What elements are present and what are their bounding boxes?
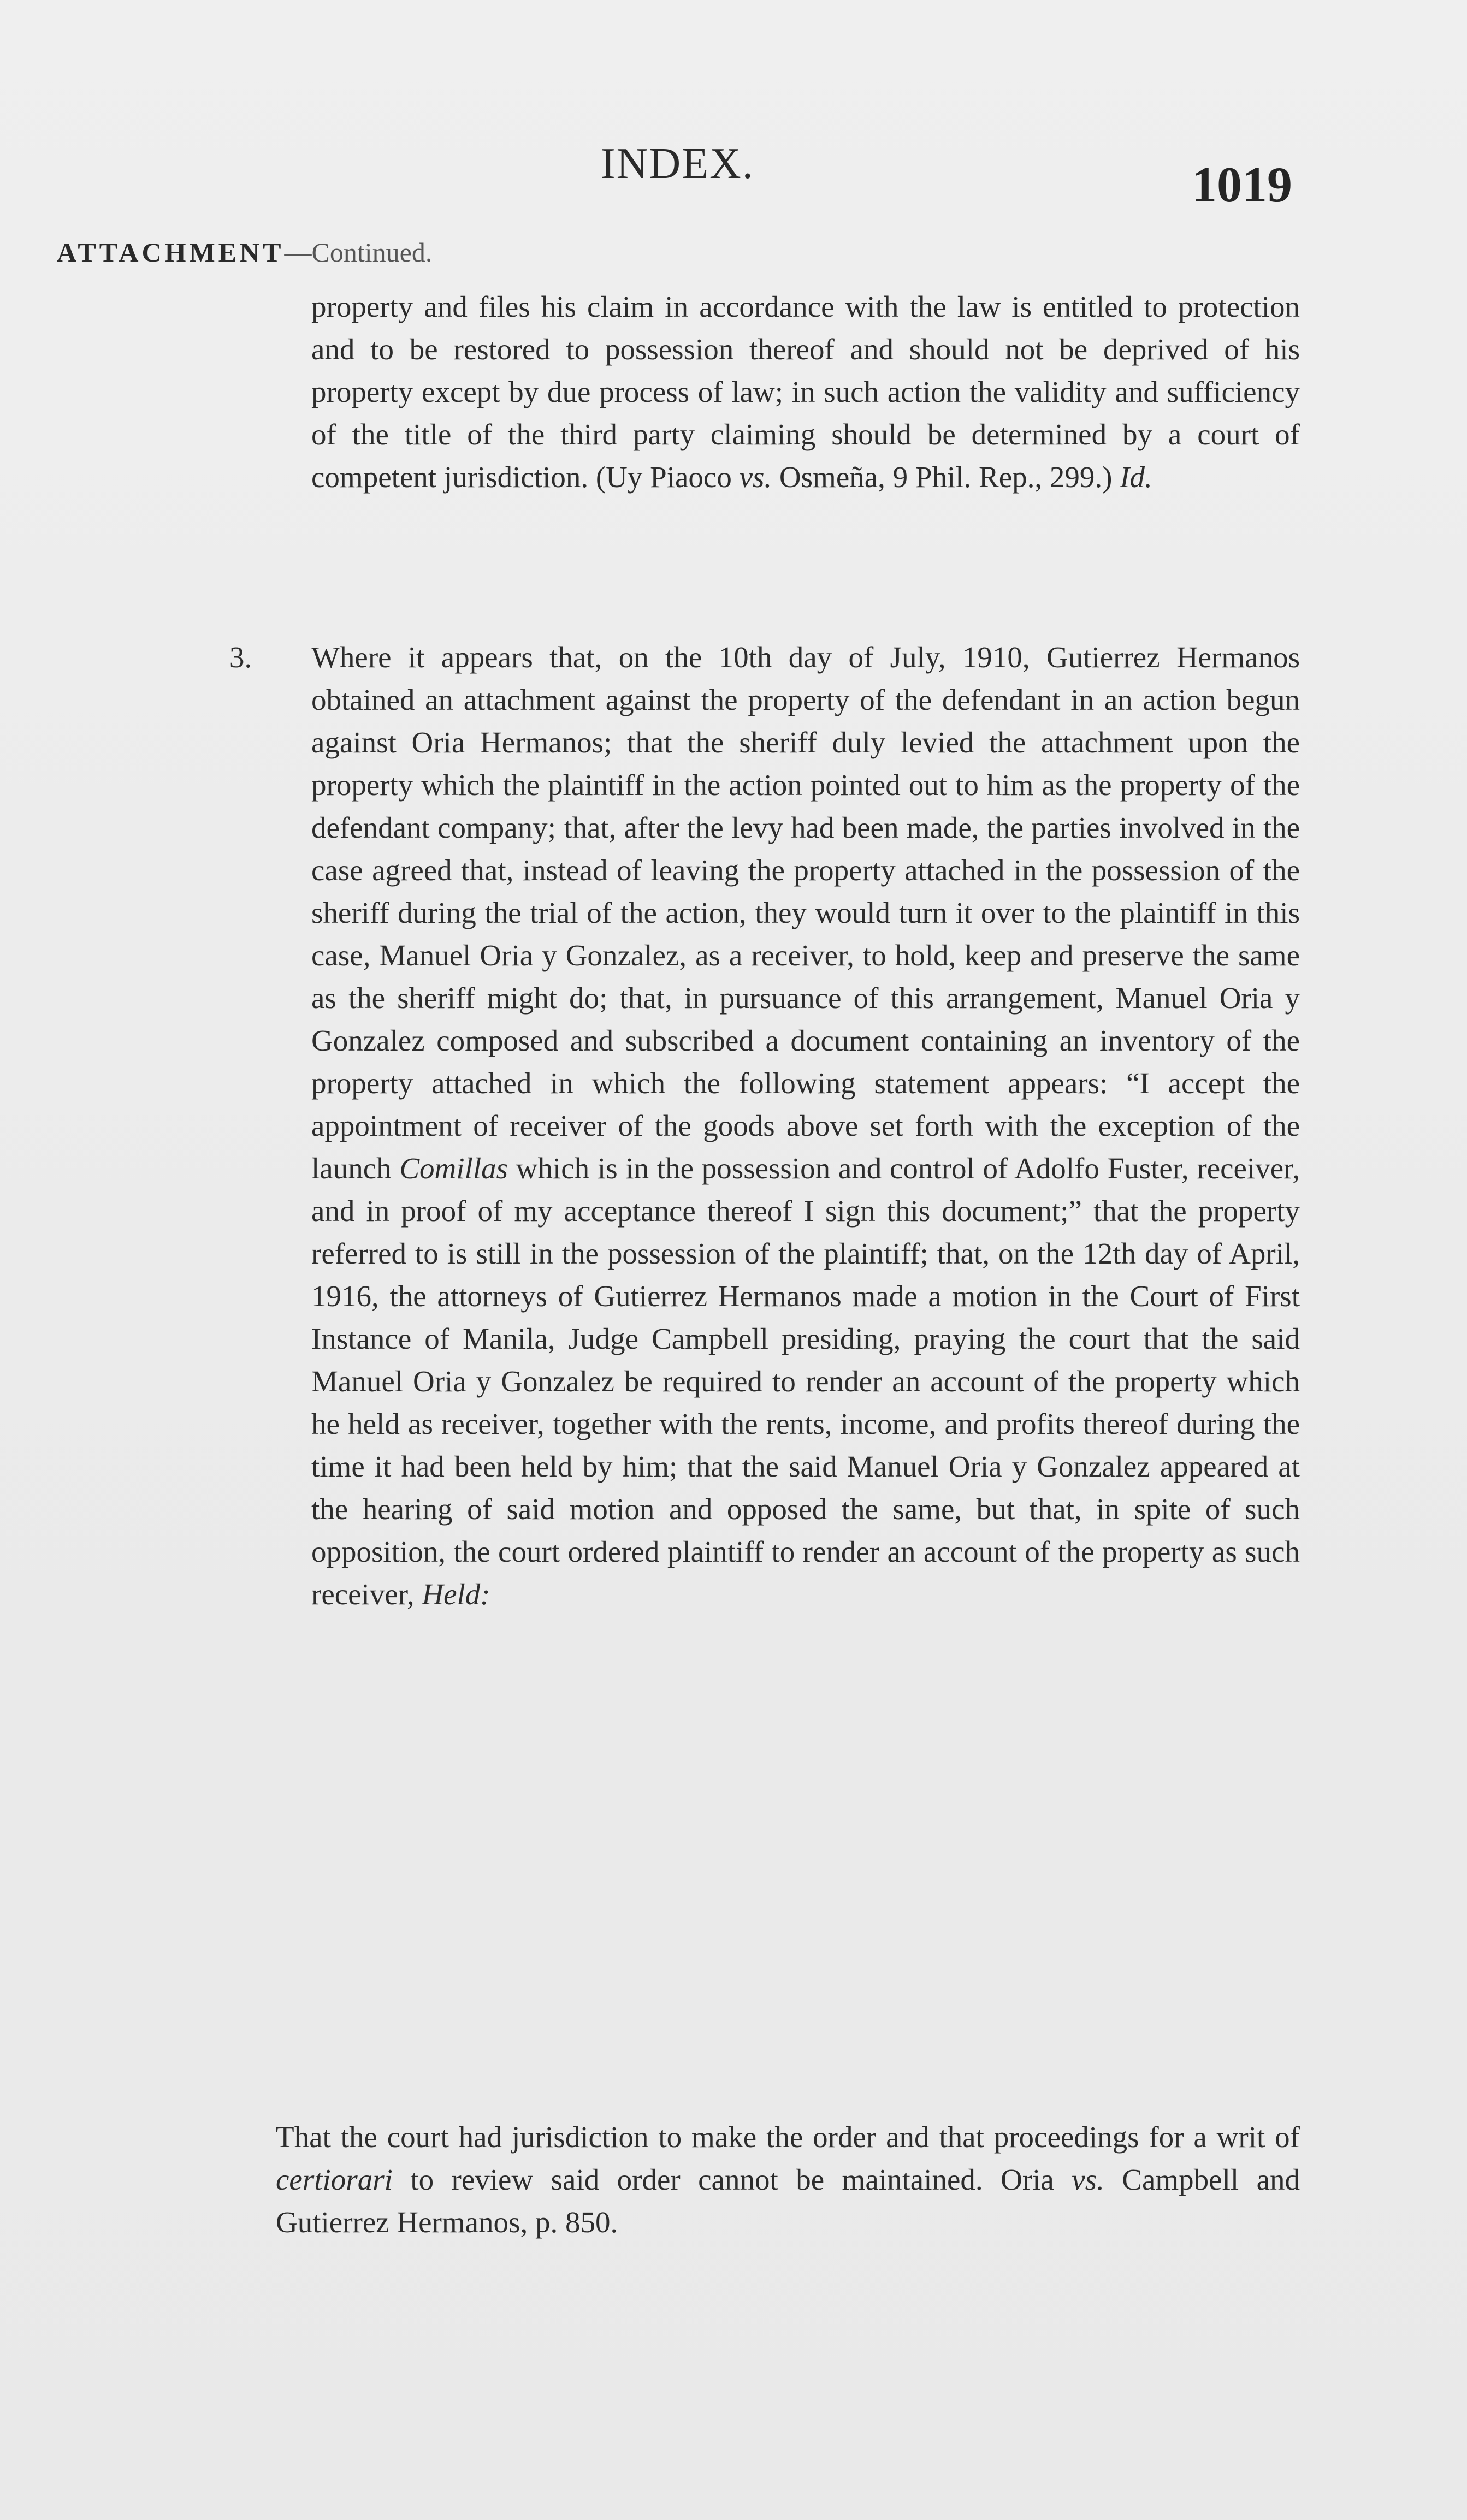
holding-text-part1: That the court had jurisdiction to make the order and that proceedings for a writ of bbox=[276, 2120, 1300, 2154]
running-header-title: INDEX. bbox=[601, 140, 754, 188]
entry-heading-continued: —Continued. bbox=[284, 237, 433, 268]
continued-paragraph-id: Id. bbox=[1120, 460, 1152, 494]
page-number: 1019 bbox=[1192, 157, 1292, 212]
continued-paragraph-citation: Osmeña, 9 Phil. Rep., 299.) bbox=[772, 460, 1120, 494]
holding-text-part3: Campbell and Gutierrez Hermanos, p. 850. bbox=[276, 2163, 1300, 2239]
item-3-vessel-name: Comillas bbox=[399, 1152, 508, 1185]
continued-paragraph bbox=[311, 286, 1300, 499]
continued-paragraph-text: property and files his claim in accordance with the law is entitled to protection and to be restored to possession thereof and should not be deprived of his property except by due process of law; in such action the validity and sufficiency of the title of the third party claiming should be determined by a court of competent jurisdiction. (Uy Piaoco bbox=[311, 290, 1300, 494]
item-3-number: 3. bbox=[229, 641, 252, 674]
index-entry-heading bbox=[57, 236, 432, 268]
holding-text-part2: to review said order cannot be maintained. Oria bbox=[392, 2163, 1072, 2196]
entry-heading-word: ATTACHMENT bbox=[57, 237, 285, 268]
holding-vs: vs. bbox=[1072, 2163, 1104, 2196]
item-3-text-part2: which is in the possession and control of Adolfo Fuster, receiver, and in proof of my acceptance thereof I sign this document;” that the property referred to is still in the possession of the plaintiff; that, on the 12th day of April, 1916, the attorneys of Gutierrez Hermanos made a motion in the Court of First Instance of Manila, Judge Campbell presiding, praying the court that the said Manuel Oria y Gonzalez be required to render an account of the property which he held as receiver, together with the rents, income, and profits thereof during the time it had been held by him; that the said Manuel Oria y Gonzalez appeared at the hearing of said motion and opposed the same, but that, in spite of such opposition, the court ordered plaintiff to render an account of the property as such receiver, bbox=[311, 1152, 1300, 1611]
continued-paragraph-vs: vs. bbox=[739, 460, 772, 494]
item-3-paragraph bbox=[229, 636, 1300, 1616]
holding-writ: certiorari bbox=[276, 2163, 393, 2196]
item-3-text-part1: Where it appears that, on the 10th day of July, 1910, Gutierrez Hermanos obtained an attachment against the property of the defendant in an action begun against Oria Hermanos; that the sheriff duly levied the attachment upon the property which the plaintiff in the action pointed out to him as the property of the defendant company; that, after the levy had been made, the parties involved in the case agreed that, instead of leaving the property attached in the possession of the sheriff during the trial of the action, they would turn it over to the plaintiff in this case, Manuel Oria y Gonzalez, as a receiver, to hold, keep and preserve the same as the sheriff might do; that, in pursuance of this arrangement, Manuel Oria y Gonzalez composed and subscribed a document containing an inventory of the property attached in which the following statement appears: “I accept the appointment of receiver of the goods above set forth with the exception of the launch bbox=[311, 641, 1300, 1185]
holding-paragraph bbox=[276, 2116, 1300, 2244]
item-3-held: Held: bbox=[422, 1578, 490, 1611]
